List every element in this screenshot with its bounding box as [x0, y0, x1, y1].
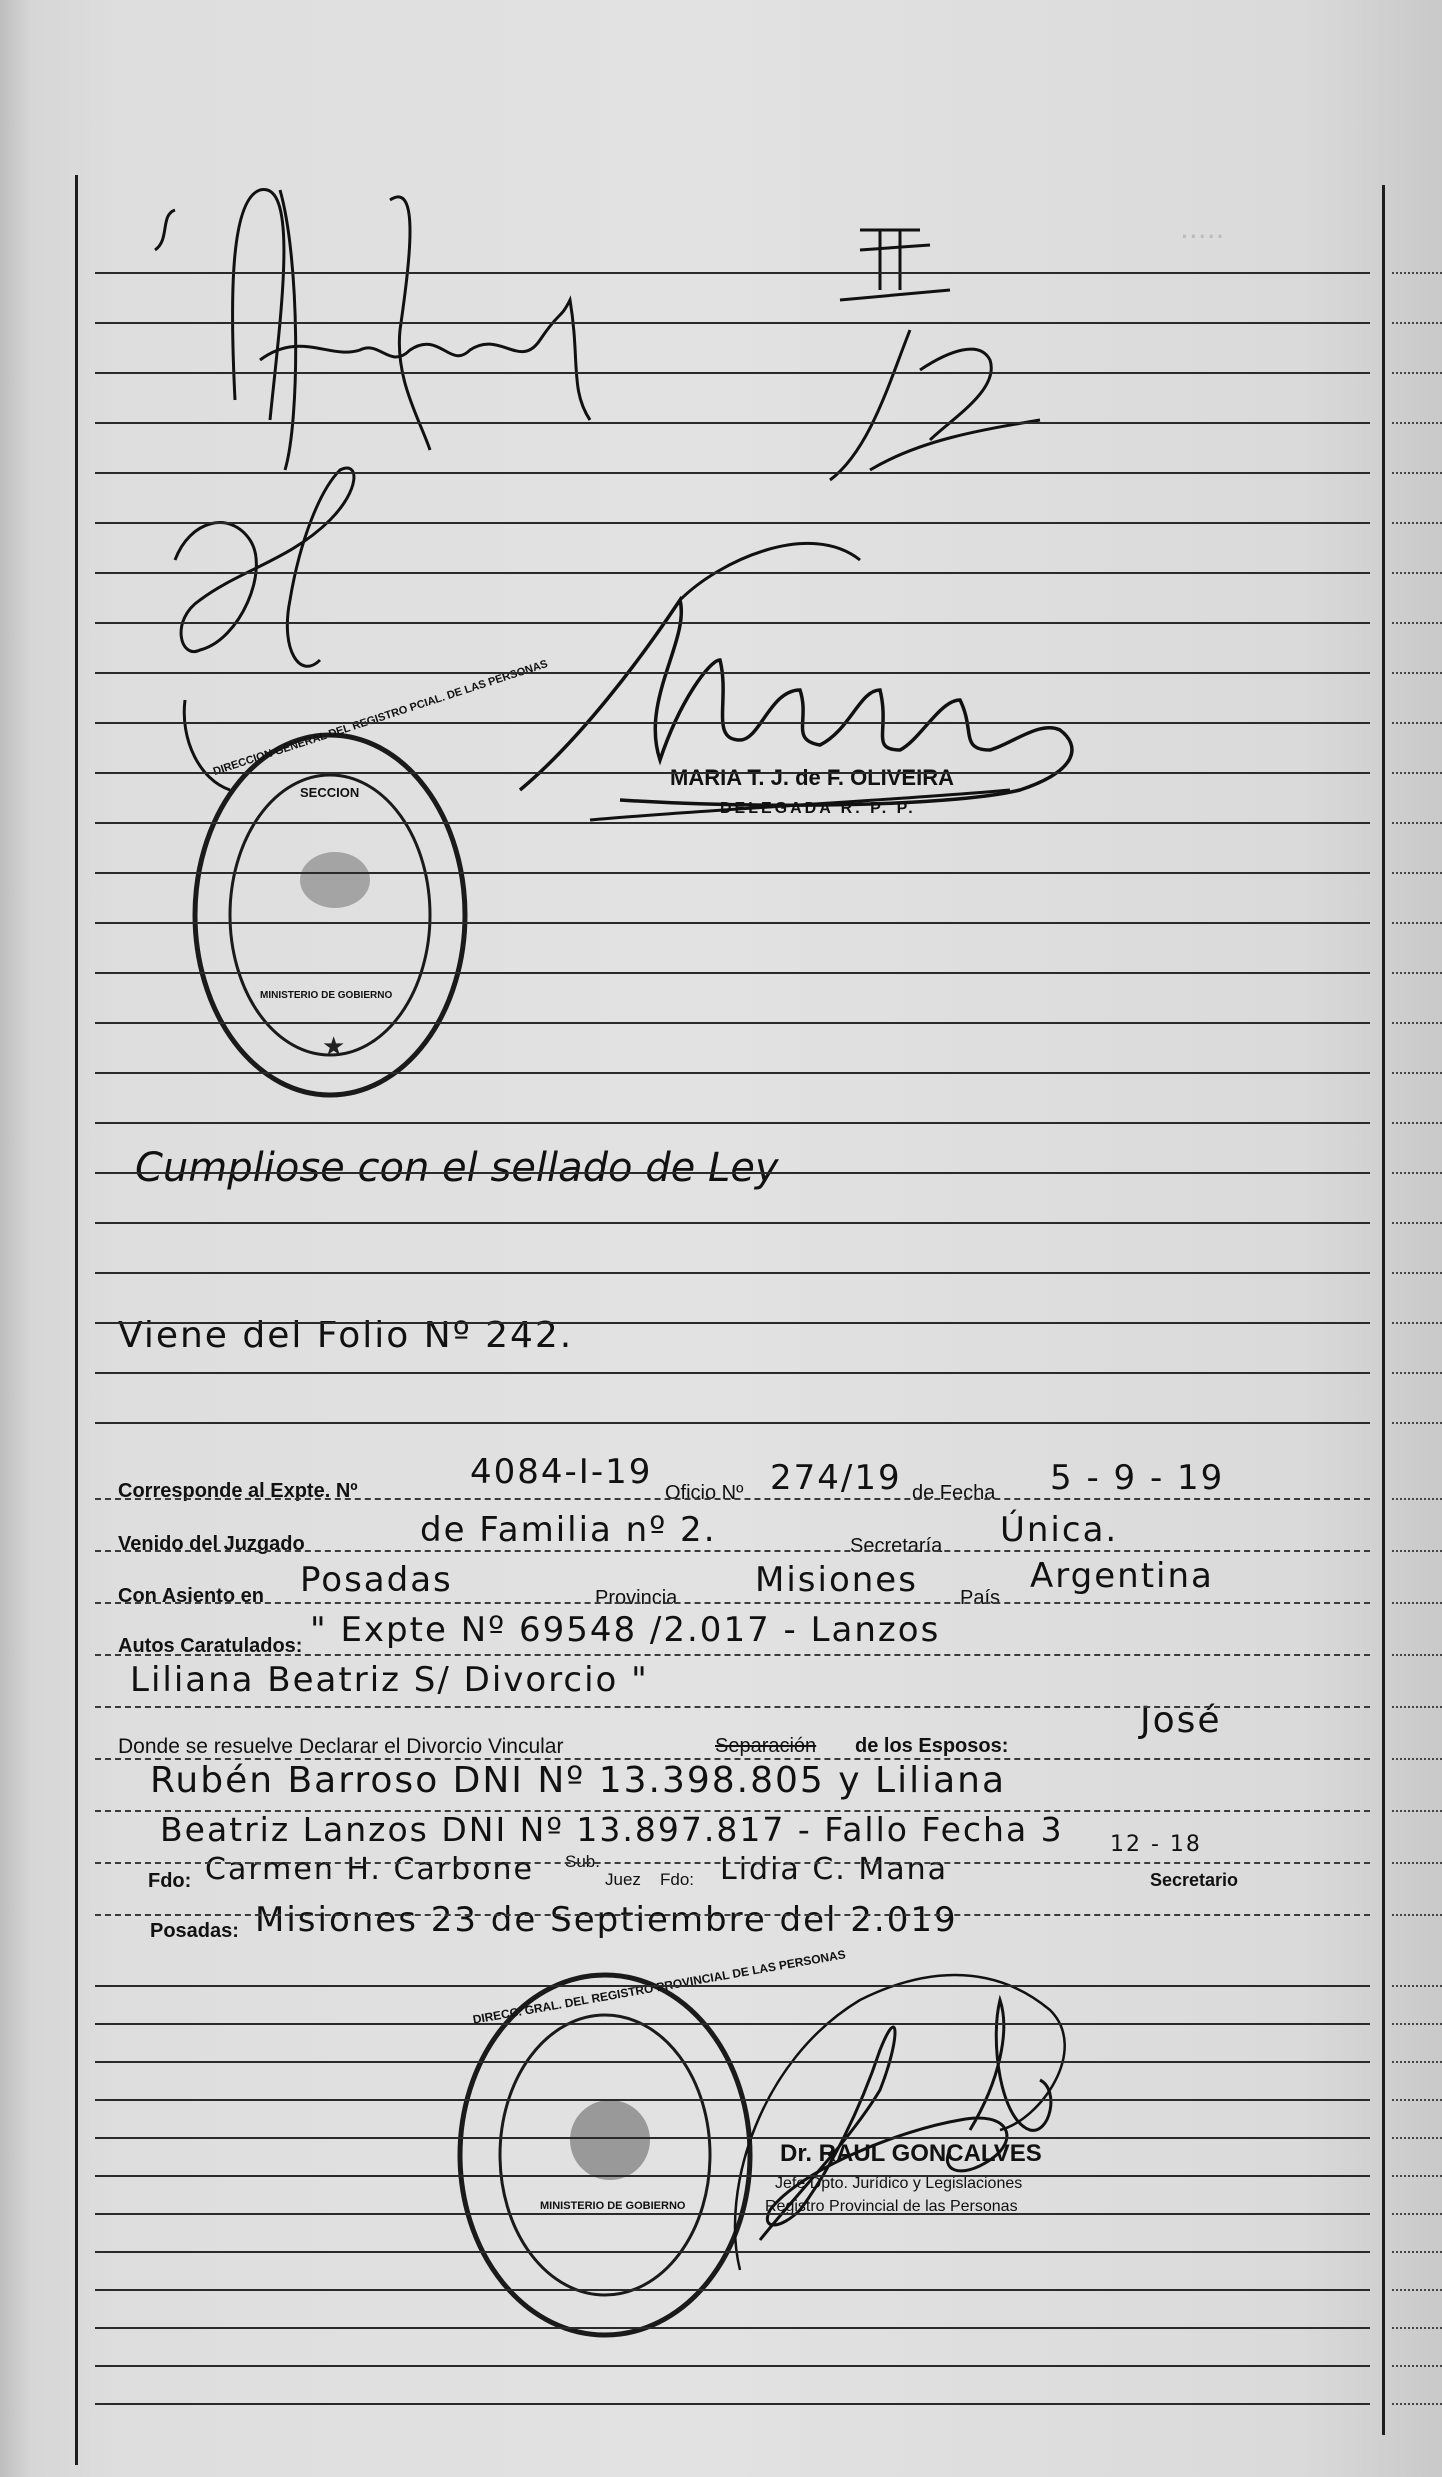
- secretaria-value: Única.: [1000, 1510, 1119, 1550]
- fecha-label: de Fecha: [912, 1482, 996, 1504]
- margin-dotted-line: [1392, 1498, 1442, 1500]
- margin-dotted-line: [1392, 2137, 1442, 2139]
- posadas-label: Posadas:: [150, 1920, 239, 1942]
- ruled-line: [95, 2327, 1370, 2329]
- margin-dotted-line: [1392, 1172, 1442, 1174]
- margin-dotted-line: [1392, 2251, 1442, 2253]
- fecha-value: 5 - 9 - 19: [1050, 1458, 1225, 1498]
- margin-dotted-line: [1392, 1422, 1442, 1424]
- bottom-seal-center: [570, 2100, 650, 2180]
- margin-dotted-line: [1392, 2365, 1442, 2367]
- margin-dotted-line: [1392, 1272, 1442, 1274]
- margin-dotted-line: [1392, 2099, 1442, 2101]
- secretario-label: Secretario: [1150, 1870, 1239, 1890]
- margin-dotted-line: [1392, 972, 1442, 974]
- signature-2: [175, 468, 354, 790]
- margin-dotted-line: [1392, 1122, 1442, 1124]
- ruled-line: [95, 2175, 1370, 2177]
- ruled-line: [95, 1072, 1370, 1074]
- fallo-date-suffix: 12 - 18: [1110, 1832, 1202, 1857]
- margin-dotted-line: [1392, 622, 1442, 624]
- ruled-line: [95, 1654, 1370, 1656]
- ruled-line: [95, 1602, 1370, 1604]
- ruled-line: [95, 1985, 1370, 1987]
- top-seal-inner-text: SECCION: [300, 785, 360, 800]
- ruled-line: [95, 522, 1370, 524]
- bottom-signer-name: Dr. RAUL GONCALVES: [780, 2140, 1042, 2167]
- sub-label: Sub.: [565, 1852, 600, 1871]
- expte-value: 4084-I-19: [470, 1452, 653, 1492]
- stamp-duty-note: Cumpliose con el sellado de Ley: [135, 1145, 779, 1191]
- ruled-line: [95, 1272, 1370, 1274]
- ruled-line: [95, 972, 1370, 974]
- margin-dotted-line: [1392, 2403, 1442, 2405]
- margin-dotted-line: [1392, 2213, 1442, 2215]
- bottom-seal-text: DIRECC. GRAL. DEL REGISTRO PROVINCIAL DE LAS PERSONAS: [471, 1947, 847, 2027]
- ruled-line: [95, 672, 1370, 674]
- autos-line1: " Expte Nº 69548 /2.017 - Lanzos: [310, 1610, 941, 1650]
- ruled-line: [95, 372, 1370, 374]
- viene-del-folio: Viene del Folio Nº 242.: [118, 1315, 574, 1356]
- margin-dotted-line: [1392, 1810, 1442, 1812]
- bottom-signature-loop: [735, 1975, 1065, 2270]
- fdo-label: Fdo:: [148, 1870, 192, 1892]
- margin-dotted-line: [1392, 2175, 1442, 2177]
- margin-dotted-line: [1392, 1372, 1442, 1374]
- margin-dotted-line: [1392, 472, 1442, 474]
- ruled-line: [95, 1422, 1370, 1424]
- secretaria-label: Secretaría: [850, 1535, 943, 1557]
- margin-dotted-line: [1392, 922, 1442, 924]
- ruled-line: [95, 2251, 1370, 2253]
- ruled-line: [95, 2213, 1370, 2215]
- fdo2-label: Fdo:: [660, 1870, 695, 1889]
- pais-value: Argentina: [1030, 1556, 1214, 1596]
- ruled-line: [95, 1222, 1370, 1224]
- margin-dotted-line: [1392, 1602, 1442, 1604]
- margin-dotted-line: [1392, 1985, 1442, 1987]
- margin-dotted-line: [1392, 272, 1442, 274]
- asiento-value: Posadas: [300, 1560, 453, 1600]
- margin-dotted-line: [1392, 1758, 1442, 1760]
- signature-3: [840, 230, 950, 300]
- ruled-line: [95, 1372, 1370, 1374]
- margin-dotted-line: [1392, 1862, 1442, 1864]
- ruled-line: [95, 1172, 1370, 1174]
- margin-dotted-line: [1392, 1222, 1442, 1224]
- ruled-line: [95, 422, 1370, 424]
- margin-dotted-line: [1392, 1072, 1442, 1074]
- ruled-line: [95, 2137, 1370, 2139]
- resuelve-label: Donde se resuelve Declarar el Divorcio Vincular: [118, 1735, 564, 1758]
- margin-dotted-line: [1392, 2023, 1442, 2025]
- provincia-label: Provincia: [595, 1587, 678, 1609]
- top-seal-ministry: MINISTERIO DE GOBIERNO: [260, 990, 393, 1001]
- juez-label: Juez: [605, 1870, 641, 1889]
- margin-dotted-line: [1392, 1706, 1442, 1708]
- ruled-line: [95, 272, 1370, 274]
- margin-dotted-line: [1392, 422, 1442, 424]
- margin-dotted-line: [1392, 672, 1442, 674]
- ruled-line: [95, 1706, 1370, 1708]
- ruled-line: [95, 722, 1370, 724]
- ruled-line: [95, 822, 1370, 824]
- margin-dotted-line: [1392, 872, 1442, 874]
- top-seal-star: ★: [322, 1032, 346, 1061]
- bottom-seal-ministry: MINISTERIO DE GOBIERNO: [540, 2200, 686, 2212]
- ruled-line: [95, 2099, 1370, 2101]
- margin-dotted-line: [1392, 522, 1442, 524]
- ruled-line: [95, 1498, 1370, 1500]
- margin-dotted-line: [1392, 2061, 1442, 2063]
- bottom-signer-title1: Jefe Dpto. Jurídico y Legislaciones: [775, 2175, 1023, 2192]
- bottom-seal-signature: [0, 1940, 1442, 2380]
- margin-dotted-line: [1392, 2289, 1442, 2291]
- esposos-value: José: [1140, 1700, 1222, 1741]
- ruled-line: [95, 2023, 1370, 2025]
- line-b: Beatriz Lanzos DNI Nº 13.897.817 - Fallo Fecha 3: [160, 1810, 1064, 1849]
- ruled-line: [95, 472, 1370, 474]
- autos-line2: Liliana Beatriz S/ Divorcio ": [130, 1660, 649, 1700]
- signature-4: [830, 330, 1040, 480]
- ruled-line: [95, 1122, 1370, 1124]
- ruled-line: [95, 1550, 1370, 1552]
- ruled-line: [95, 1022, 1370, 1024]
- ruled-line: [95, 1322, 1370, 1324]
- separacion-label: Separación: [715, 1735, 817, 1757]
- margin-dotted-line: [1392, 1654, 1442, 1656]
- provincia-value: Misiones: [755, 1560, 918, 1600]
- top-seal-inner: [230, 775, 430, 1055]
- juzgado-value: de Familia nº 2.: [420, 1510, 717, 1550]
- margin-dotted-line: [1392, 1914, 1442, 1916]
- line-a: Rubén Barroso DNI Nº 13.398.805 y Liliana: [150, 1760, 1007, 1801]
- pais-label: País: [960, 1587, 1001, 1609]
- ruled-line: [95, 322, 1370, 324]
- corresponde-label: Corresponde al Expte. Nº: [118, 1480, 358, 1502]
- margin-dotted-line: [1392, 822, 1442, 824]
- ruled-line: [95, 2289, 1370, 2291]
- ruled-line: [95, 872, 1370, 874]
- top-seal-text: DIRECCION GENERAL DEL REGISTRO PCIAL. DE LAS PERSONAS: [211, 658, 550, 778]
- autos-label: Autos Caratulados:: [118, 1635, 303, 1657]
- posadas-value: Misiones 23 de Septiembre del 2.019: [255, 1900, 958, 1940]
- ruled-line: [95, 772, 1370, 774]
- ruled-line: [95, 2403, 1370, 2405]
- ruled-line: [95, 2365, 1370, 2367]
- margin-dotted-line: [1392, 2327, 1442, 2329]
- asiento-label: Con Asiento en: [118, 1585, 264, 1607]
- margin-dotted-line: [1392, 322, 1442, 324]
- margin-dotted-line: [1392, 372, 1442, 374]
- ghost-bleedthrough-1: ·····: [1180, 220, 1225, 253]
- margin-dotted-line: [1392, 1550, 1442, 1552]
- juzgado-label: Venido del Juzgado: [118, 1533, 305, 1555]
- oficio-value: 274/19: [770, 1458, 902, 1498]
- top-seal-center: [300, 852, 370, 908]
- margin-dotted-line: [1392, 1022, 1442, 1024]
- ruled-line: [95, 572, 1370, 574]
- oficio-label: Oficio Nº: [665, 1482, 744, 1504]
- ruled-line: [95, 922, 1370, 924]
- esposos-label: de los Esposos:: [855, 1735, 1009, 1757]
- signature-1: [155, 189, 590, 470]
- top-stamp-title: DELEGADA R. P. P.: [720, 800, 916, 817]
- ruled-line: [95, 622, 1370, 624]
- ruled-line: [95, 2061, 1370, 2063]
- bottom-signer-title2: Registro Provincial de las Personas: [765, 2198, 1018, 2215]
- ruled-line: [95, 1810, 1370, 1812]
- ruled-line: [95, 1914, 1370, 1916]
- margin-dotted-line: [1392, 1322, 1442, 1324]
- ruled-line: [95, 1862, 1370, 1864]
- margin-dotted-line: [1392, 572, 1442, 574]
- margin-dotted-line: [1392, 772, 1442, 774]
- margin-dotted-line: [1392, 722, 1442, 724]
- fdo-judge: Carmen H. Carbone: [205, 1852, 535, 1887]
- fdo-secretary: Lidia C. Mana: [720, 1852, 949, 1887]
- top-stamp-name: MARIA T. J. de F. OLIVEIRA: [670, 765, 954, 790]
- ruled-line: [95, 1758, 1370, 1760]
